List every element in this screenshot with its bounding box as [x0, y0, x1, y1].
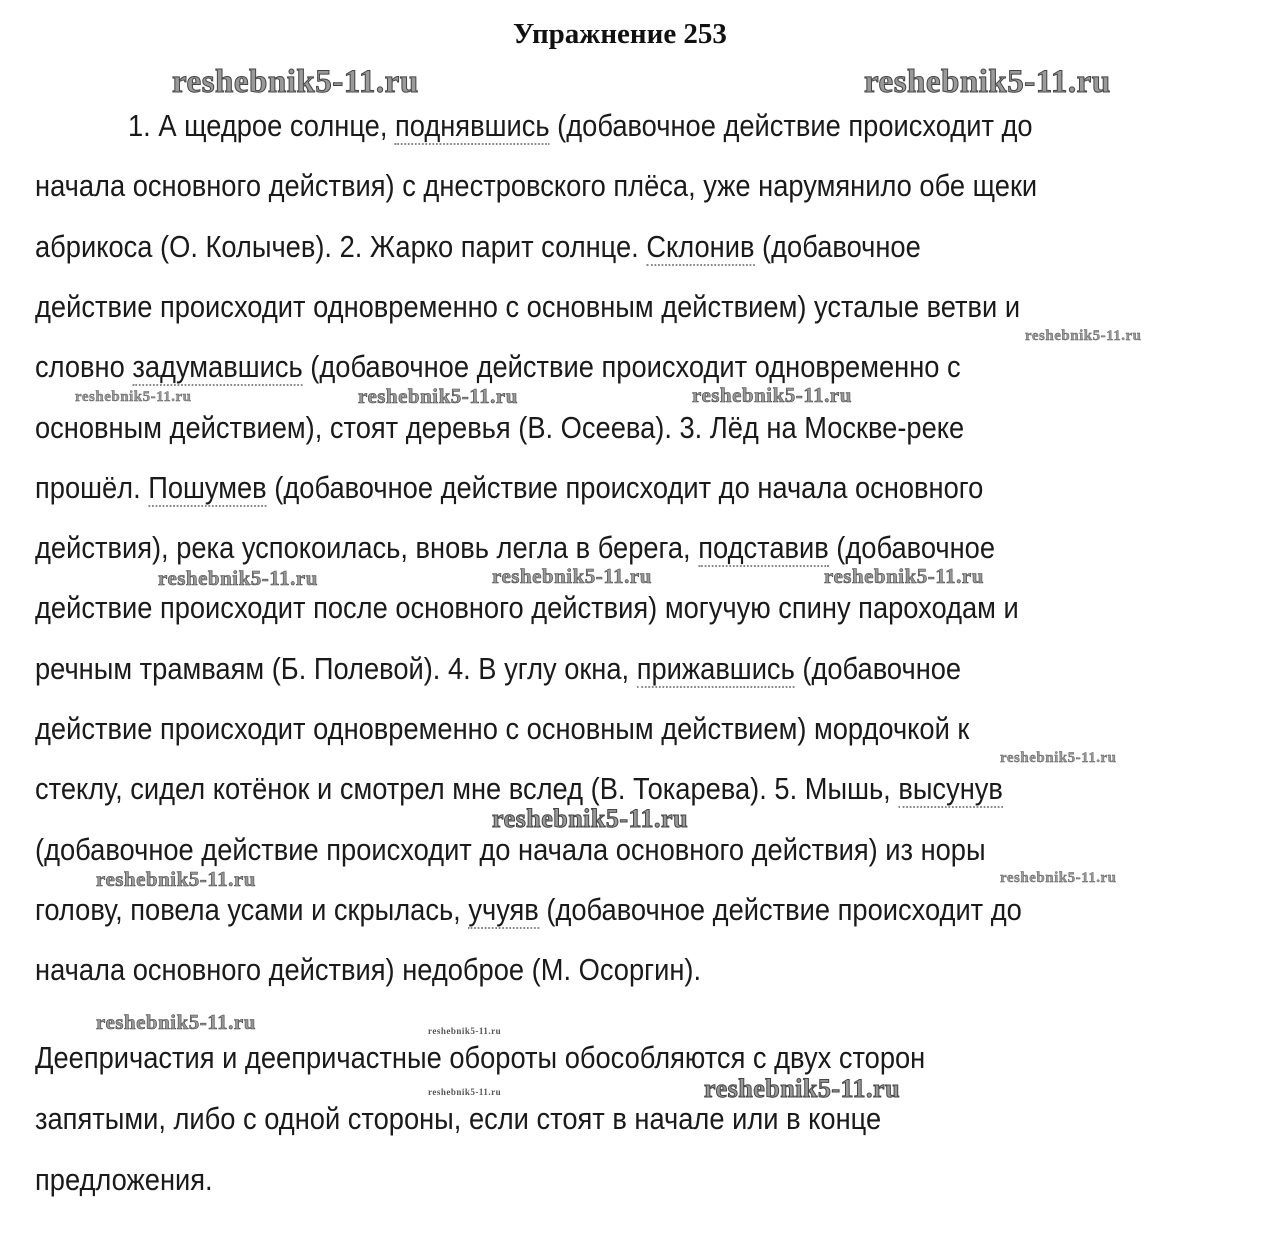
answer-line	[35, 952, 702, 988]
watermark: reshebnik5-11.ru	[428, 1087, 502, 1097]
text-segment: (добавочное действие происходит одновременно с	[302, 349, 961, 385]
answer-line	[35, 891, 1022, 927]
text-segment: стеклу, сидел котёнок и смотрел мне вслед (В. Токарева). 5. Мышь,	[35, 771, 899, 807]
underlined-gerund: учуяв	[468, 891, 539, 927]
watermark: reshebnik5-11.ru	[824, 564, 984, 588]
watermark: reshebnik5-11.ru	[492, 804, 689, 833]
text-segment: 1. А щедрое солнце,	[128, 108, 395, 143]
text-segment: Деепричастия и деепричастные обороты обособляются с двух сторон	[35, 1040, 926, 1075]
answer-line	[35, 771, 1003, 807]
text-segment: начала основного действия) недоброе (М. Осоргин).	[35, 952, 702, 988]
watermark: reshebnik5-11.ru	[1000, 750, 1117, 766]
watermark: reshebnik5-11.ru	[1025, 328, 1142, 344]
rule-line	[35, 1103, 881, 1134]
answer-line	[35, 168, 1038, 204]
underlined-gerund: подставив	[698, 530, 829, 566]
text-segment: предложения.	[35, 1162, 213, 1197]
underlined-gerund: Пошумев	[148, 469, 267, 505]
watermark: reshebnik5-11.ru	[428, 1026, 502, 1036]
answer-line	[35, 831, 986, 867]
answer-line	[35, 349, 961, 385]
watermark: reshebnik5-11.ru	[864, 64, 1111, 100]
answer-line	[35, 409, 965, 445]
text-segment: основным действием), стоят деревья (В. Осеева). 3. Лёд на Москве-реке	[35, 409, 965, 445]
text-segment: (добавочное	[794, 650, 962, 686]
text-segment: речным трамваям (Б. Полевой). 4. В углу окна,	[35, 650, 637, 686]
watermark: reshebnik5-11.ru	[1000, 870, 1117, 886]
answer-line	[35, 288, 1021, 324]
rule-line	[35, 1164, 213, 1195]
text-segment: словно	[35, 349, 133, 385]
underlined-gerund: задумавшись	[132, 349, 303, 385]
text-segment: (добавочное действие происходит до	[538, 891, 1022, 927]
text-segment: абрикоса (О. Колычев). 2. Жарко парит солнце.	[35, 228, 647, 264]
text-segment: начала основного действия) с днестровского плёса, уже нарумянило обе щеки	[35, 168, 1038, 204]
answer-line	[35, 228, 921, 264]
answer-line	[128, 110, 1033, 141]
watermark: reshebnik5-11.ru	[75, 389, 192, 405]
answer-line	[35, 650, 962, 686]
text-segment: (добавочное действие происходит до начала основного	[266, 469, 984, 505]
answer-line	[35, 713, 969, 744]
watermark: reshebnik5-11.ru	[358, 384, 518, 408]
text-segment: действие происходит одновременно с основным действием) усталые ветви и	[35, 288, 1021, 324]
text-segment: прошёл.	[35, 469, 149, 505]
watermark: reshebnik5-11.ru	[96, 867, 256, 891]
text-segment: действие происходит после основного действия) могучую спину пароходам и	[35, 590, 1019, 626]
watermark: reshebnik5-11.ru	[158, 566, 318, 590]
text-segment: (добавочное действие происходит до	[549, 108, 1033, 143]
text-segment: действия), река успокоилась, вновь легла в берега,	[35, 530, 699, 566]
text-segment: запятыми, либо с одной стороны, если стоят в начале или в конце	[35, 1101, 882, 1136]
underlined-gerund: поднявшись	[394, 108, 550, 143]
watermark: reshebnik5-11.ru	[492, 564, 652, 588]
answer-line	[35, 469, 984, 505]
underlined-gerund: высунув	[898, 771, 1003, 807]
exercise-title: Упражнение 253	[513, 18, 727, 50]
watermark: reshebnik5-11.ru	[704, 1074, 901, 1103]
text-segment: (добавочное	[754, 228, 921, 264]
answer-line	[35, 530, 996, 566]
text-segment: (добавочное	[828, 530, 996, 566]
answer-line	[35, 590, 1019, 626]
watermark: reshebnik5-11.ru	[692, 383, 852, 407]
text-segment: (добавочное действие происходит до начала основного действия) из норы	[35, 831, 986, 867]
rule-line	[35, 1042, 925, 1073]
underlined-gerund: Склонив	[646, 228, 755, 264]
watermark: reshebnik5-11.ru	[96, 1010, 256, 1034]
text-segment: действие происходит одновременно с основным действием) мордочкой к	[35, 711, 970, 746]
watermark: reshebnik5-11.ru	[172, 64, 419, 100]
text-segment: голову, повела усами и скрылась,	[35, 891, 469, 927]
underlined-gerund: прижавшись	[636, 650, 795, 686]
